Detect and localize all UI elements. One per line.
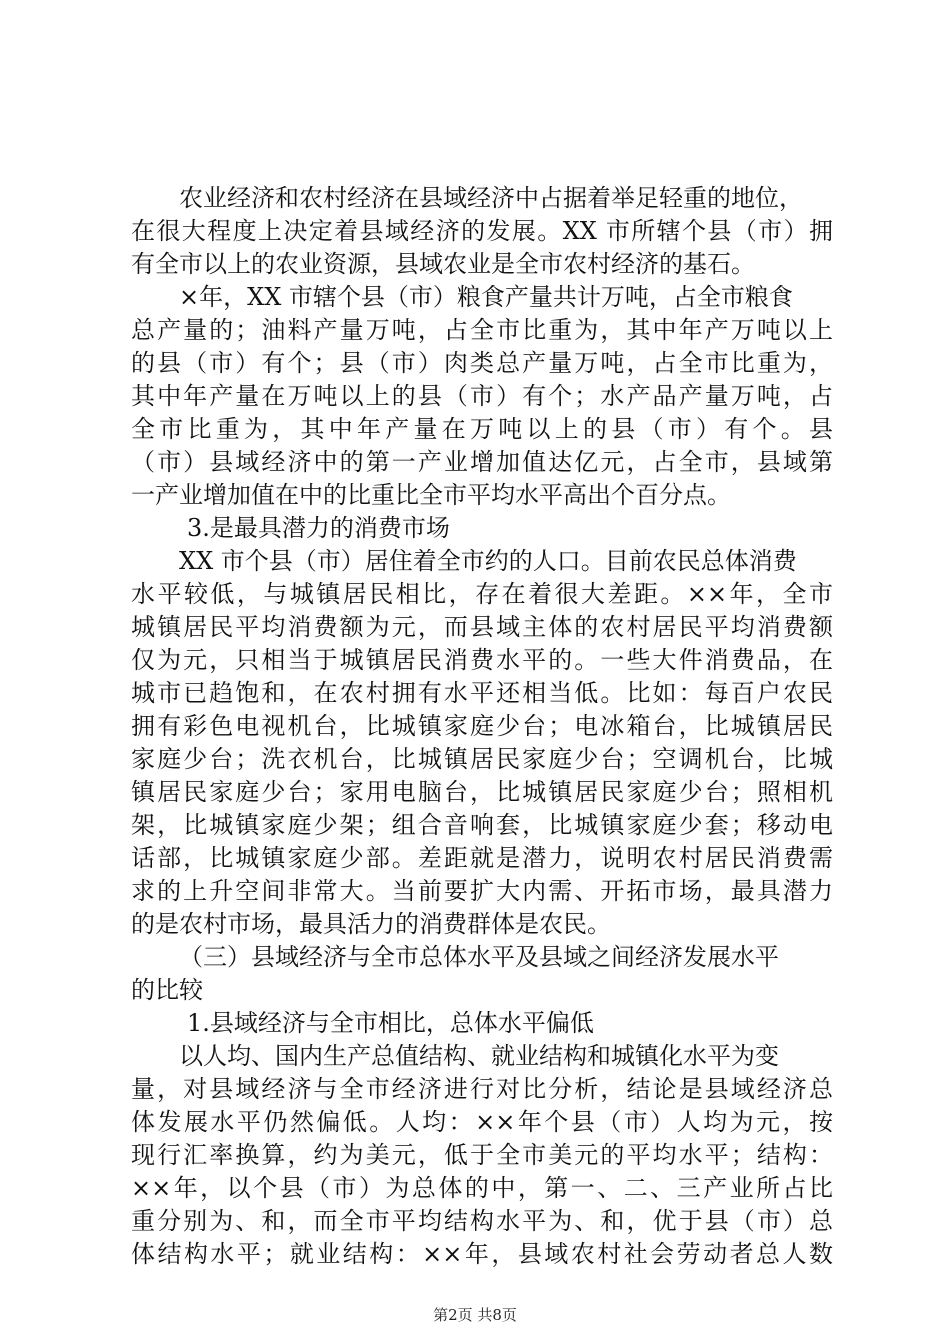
text-line: 拥有彩色电视机台，比城镇家庭少台；电冰箱台，比城镇居民 bbox=[131, 712, 833, 740]
text-line: 以人均、国内生产总值结构、就业结构和城镇化水平为变 bbox=[179, 1042, 779, 1070]
text-line: 体结构水平；就业结构：××年，县域农村社会劳动者总人数 bbox=[131, 1240, 833, 1268]
text-line: 其中年产量在万吨以上的县（市）有个；水产品产量万吨，占 bbox=[131, 382, 833, 410]
subsection-heading: 1.县域经济与全市相比，总体水平偏低 bbox=[187, 1009, 594, 1037]
text-line: （市）县域经济中的第一产业增加值达亿元，占全市，县域第 bbox=[131, 448, 833, 476]
text-line: 的是农村市场，最具活力的消费群体是农民。 bbox=[131, 910, 611, 938]
text-line: 在很大程度上决定着县域经济的发展。XX 市所辖个县（市）拥 bbox=[131, 217, 833, 245]
text-line: 城市已趋饱和，在农村拥有水平还相当低。比如：每百户农民 bbox=[131, 679, 833, 707]
section-heading: 的比较 bbox=[131, 976, 203, 1004]
text-line: 水平较低，与城镇居民相比，存在着很大差距。××年，全市 bbox=[131, 580, 833, 608]
text-line: 家庭少台；洗衣机台，比城镇居民家庭少台；空调机台，比城 bbox=[131, 745, 833, 773]
text-line: 重分别为、和，而全市平均结构水平为、和，优于县（市）总 bbox=[131, 1207, 833, 1235]
text-line: 农业经济和农村经济在县域经济中占据着举足轻重的地位， bbox=[179, 184, 803, 212]
text-line: 总产量的；油料产量万吨，占全市比重为，其中年产万吨以上 bbox=[131, 316, 833, 344]
text-line: 的县（市）有个；县（市）肉类总产量万吨，占全市比重为， bbox=[131, 349, 833, 377]
text-line: 量，对县域经济与全市经济进行对比分析，结论是县域经济总 bbox=[131, 1075, 833, 1103]
text-line: 体发展水平仍然偏低。人均：××年个县（市）人均为元，按 bbox=[131, 1108, 833, 1136]
text-line: 镇居民家庭少台；家用电脑台，比城镇居民家庭少台；照相机 bbox=[131, 778, 833, 806]
text-line: 现行汇率换算，约为美元，低于全市美元的平均水平；结构： bbox=[131, 1141, 833, 1169]
section-heading: （三）县域经济与全市总体水平及县域之间经济发展水平 bbox=[179, 943, 779, 971]
text-line: 话部，比城镇家庭少部。差距就是潜力，说明农村居民消费需 bbox=[131, 844, 833, 872]
text-line: 一产业增加值在中的比重比全市平均水平高出个百分点。 bbox=[131, 481, 731, 509]
page-number-footer: 第2页 共8页 bbox=[433, 1306, 517, 1324]
text-line: ××年，以个县（市）为总体的中，第一、二、三产业所占比 bbox=[131, 1174, 833, 1202]
text-line: 仅为元，只相当于城镇居民消费水平的。一些大件消费品，在 bbox=[131, 646, 833, 674]
text-line: 城镇居民平均消费额为元，而县域主体的农村居民平均消费额 bbox=[131, 613, 833, 641]
section-heading: 3.是最具潜力的消费市场 bbox=[187, 514, 450, 542]
text-line: XX 市个县（市）居住着全市约的人口。目前农民总体消费 bbox=[179, 547, 797, 575]
text-line: 求的上升空间非常大。当前要扩大内需、开拓市场，最具潜力 bbox=[131, 877, 833, 905]
text-line: 全市比重为，其中年产量在万吨以上的县（市）有个。县 bbox=[131, 415, 833, 443]
text-line: ×年，XX 市辖个县（市）粮食产量共计万吨，占全市粮食 bbox=[179, 283, 793, 311]
text-line: 有全市以上的农业资源，县域农业是全市农村经济的基石。 bbox=[131, 250, 755, 278]
text-line: 架，比城镇家庭少架；组合音响套，比城镇家庭少套；移动电 bbox=[131, 811, 833, 839]
